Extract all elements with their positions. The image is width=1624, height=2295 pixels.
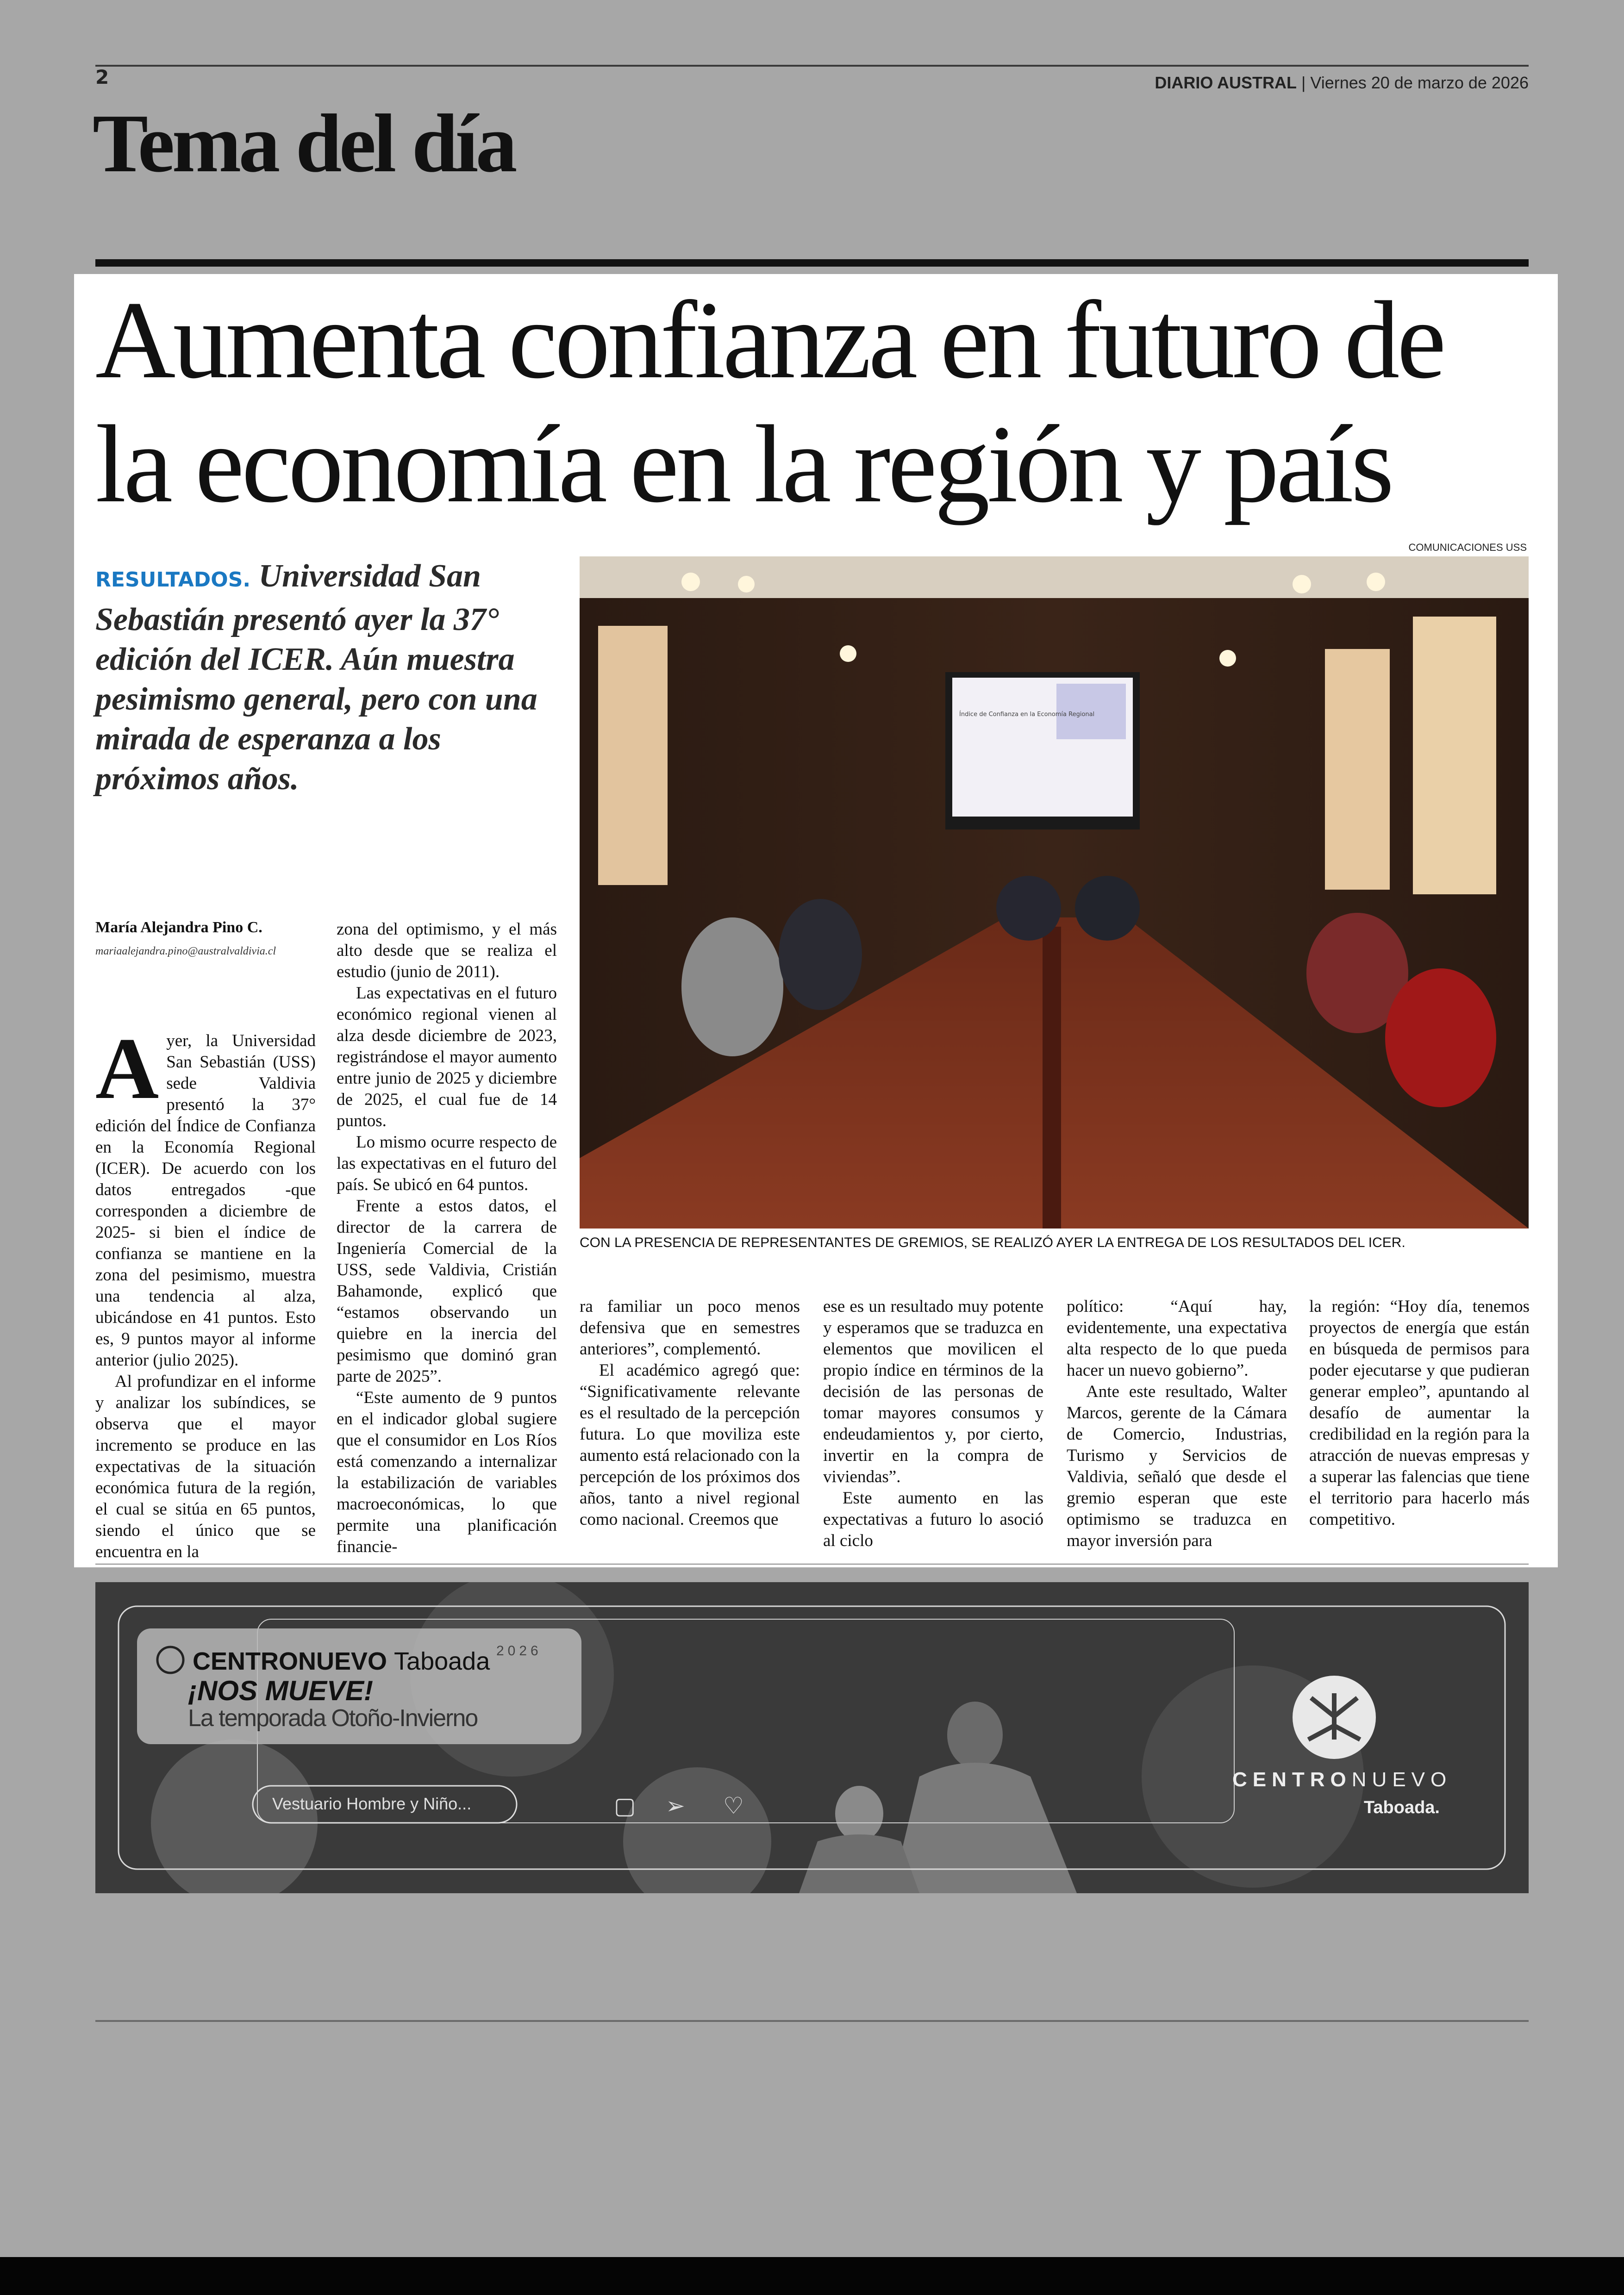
ad-heart-icon: ♡ — [723, 1792, 744, 1819]
issue-date: Viernes 20 de marzo de 2026 — [1310, 73, 1529, 92]
header-separator: | — [1296, 73, 1311, 92]
photo-panel-right-2 — [1413, 617, 1496, 894]
paragraph: “Este aumento de 9 puntos en el indicador global sugiere que el consumidor en Los Ríos está comenzando a internalizar la estabilización de variables macroeconómicas, lo que permite una planificación financie- — [337, 1388, 557, 1556]
photo-person — [779, 899, 862, 1010]
paragraph: Frente a estos datos, el director de la carrera de Ingeniería Comercial de la USS, sede Valdivia, Cristián Bahamonde, explicó que “estamos observando un quiebre en la inercia del pesimismo que dominó gran parte de 2025”. — [337, 1197, 557, 1386]
drop-cap: A — [95, 1020, 159, 1117]
paragraph: la región: “Hoy día, tenemos proyectos de energía que están en búsqueda de permisos para poder ejecutarse y que pudieran generar empleo”, apuntando al desafío de aumentar la credibilidad en la región para la atracción de nuevas empresas y a superar las falencias que tiene el territorio para hacerlo más competitivo. — [1309, 1297, 1530, 1529]
article-column-5 — [1067, 1296, 1287, 1552]
viewer-bottom-bar — [0, 2257, 1624, 2295]
headline-line-1: Aumenta confianza en futuro de — [95, 278, 1443, 401]
ad-season-prefix: La temporada — [188, 1705, 331, 1732]
article-column-6 — [1309, 1296, 1530, 1530]
photo-panel-right — [1325, 649, 1390, 890]
ad-child-figure — [835, 1786, 883, 1841]
page-bottom-rule — [95, 2020, 1529, 2022]
photo-ceiling — [580, 556, 1529, 598]
paragraph: Ante este resultado, Walter Marcos, gerente de la Cámara de Comercio, Industrias, Turismo y Servicios de Valdivia, señaló que desde el gremio esperan que este optimismo se traduzca en mayor inversión para — [1067, 1382, 1287, 1550]
ad-slogan: ¡NOS MUEVE! — [188, 1675, 374, 1706]
photo-person — [996, 876, 1061, 941]
paragraph: yer, la Universidad San Sebastián (USS) sede Valdivia presentó la 37° edición del Índice de Confianza en la Economía Regional (ICER). De acuerdo con los datos entregados -que corresponden a diciembre de 2025- si bien el índice de confianza se mantiene en la zona del pesimismo, muestra una tendencia al alza, ubicándose en 41 puntos. Esto es, 9 puntos mayor al informe anterior (julio 2025). — [95, 1031, 316, 1370]
paragraph: Al profundizar en el informe y analizar los subíndices, se observa que el mayor incremento se produce en las expectativas de la situación económica futura de la región, el cual se sitúa en 65 puntos, siendo el único que se encuentra en la — [95, 1372, 316, 1561]
paragraph: zona del optimismo, y el más alto desde que se realiza el estudio (junio de 2011). — [337, 920, 557, 981]
photo-lamp — [1219, 650, 1236, 667]
photo-table-strip — [1043, 927, 1061, 1229]
article-column-1 — [95, 1020, 316, 1563]
author-name: María Alejandra Pino C. — [95, 919, 262, 936]
kicker: RESULTADOS. — [95, 568, 251, 592]
advertisement-banner[interactable] — [95, 1582, 1529, 1893]
ad-year: 2026 — [496, 1643, 542, 1659]
publication-date-line — [1155, 73, 1529, 93]
paragraph: ra familiar un poco menos defensiva que en semestres anteriores”, complementó. — [580, 1297, 800, 1359]
headline-line-2: la economía en la región y país — [95, 402, 1392, 525]
article-column-2 — [337, 919, 557, 1558]
paragraph: ese es un resultado muy potente y esperamos que se traduzca en elementos que movilicen el propio índice en términos de la decisión de las personas de tomar mayores consumos y endeudamientos y, por cierto, invertir en la compra de viviendas”. — [823, 1297, 1043, 1486]
photo-lamp — [1367, 573, 1385, 591]
meeting-photo — [580, 556, 1529, 1229]
ad-child-body — [799, 1834, 919, 1893]
photo-lamp — [840, 645, 856, 662]
article-column-4 — [823, 1296, 1043, 1552]
top-rule — [95, 65, 1529, 67]
ad-brand-line — [193, 1647, 490, 1676]
paragraph: El académico agregó que: “Significativamente relevante es el resultado de la percepción futura. Lo que moviliza este aumento está relacionado con la percepción de los próximos dos años, tanto a nivel regional como nacional. Creemos que — [580, 1361, 800, 1529]
photo-person — [1075, 876, 1140, 941]
page-number: 2 — [95, 66, 109, 88]
author-email[interactable]: mariaalejandra.pino@australvaldivia.cl — [95, 945, 276, 957]
photo-panel-left — [598, 626, 668, 885]
paragraph: Lo mismo ocurre respecto de las expectativas en el futuro del país. Se ubicó en 64 puntos. — [337, 1133, 557, 1194]
photo-person — [1385, 968, 1496, 1107]
article-headline — [95, 278, 1554, 526]
article-column-3 — [580, 1296, 800, 1530]
article-lead — [95, 556, 558, 799]
photo-lamp — [1293, 575, 1311, 593]
section-title: Tema del día — [93, 97, 515, 189]
ad-logo-place: Taboada. — [1364, 1798, 1440, 1817]
article-bottom-rule — [95, 1564, 1529, 1565]
photo-caption: CON LA PRESENCIA DE REPRESENTANTES DE GREMIOS, SE REALIZÓ AYER LA ENTREGA DE LOS RESULTADOS DEL ICER. — [580, 1235, 1405, 1250]
paragraph: Este aumento en las expectativas a futuro lo asoció al ciclo — [823, 1489, 1043, 1550]
paragraph: político: “Aquí hay, evidentemente, una expectativa alta respecto de lo que pueda hacer un nuevo gobierno”. — [1067, 1297, 1287, 1380]
lead-text: Universidad San Sebastián presentó ayer la 37° edición del ICER. Aún muestra pesimismo general, pero con una mirada de esperanza a los próximos años. — [95, 558, 537, 797]
section-rule — [95, 259, 1529, 267]
ad-logo-wordmark — [1232, 1768, 1452, 1791]
ad-logo-word-1: CENTRO — [1232, 1768, 1352, 1791]
publication-name: DIARIO AUSTRAL — [1155, 73, 1297, 92]
ad-search-text[interactable]: Vestuario Hombre y Niño... — [272, 1794, 472, 1813]
ad-season: Otoño-Invierno — [331, 1705, 478, 1732]
ad-brand-place: Taboada — [394, 1647, 490, 1675]
ad-send-icon: ➢ — [666, 1792, 685, 1819]
photo-lamp — [681, 573, 700, 591]
photo-credit: COMUNICACIONES USS — [1408, 542, 1527, 553]
paragraph: Las expectativas en el futuro económico regional vienen al alza desde diciembre de 2023, registrándose el mayor aumento entre junio de 2025 y diciembre de 2025, el cual fue de 14 puntos. — [337, 984, 557, 1130]
ad-help-icon: ▢ — [614, 1792, 636, 1819]
ad-logo-word-2: NUEVO — [1351, 1768, 1452, 1791]
ad-background-photo — [95, 1582, 1529, 1893]
photo-lamp — [738, 576, 755, 592]
ad-adult-figure — [947, 1702, 1003, 1768]
ad-season-line — [188, 1704, 477, 1732]
ad-brand: CENTRONUEVO — [193, 1647, 387, 1675]
photo-screen-text: Índice de Confianza en la Economía Regional — [959, 711, 1095, 718]
photo-person — [681, 917, 783, 1056]
